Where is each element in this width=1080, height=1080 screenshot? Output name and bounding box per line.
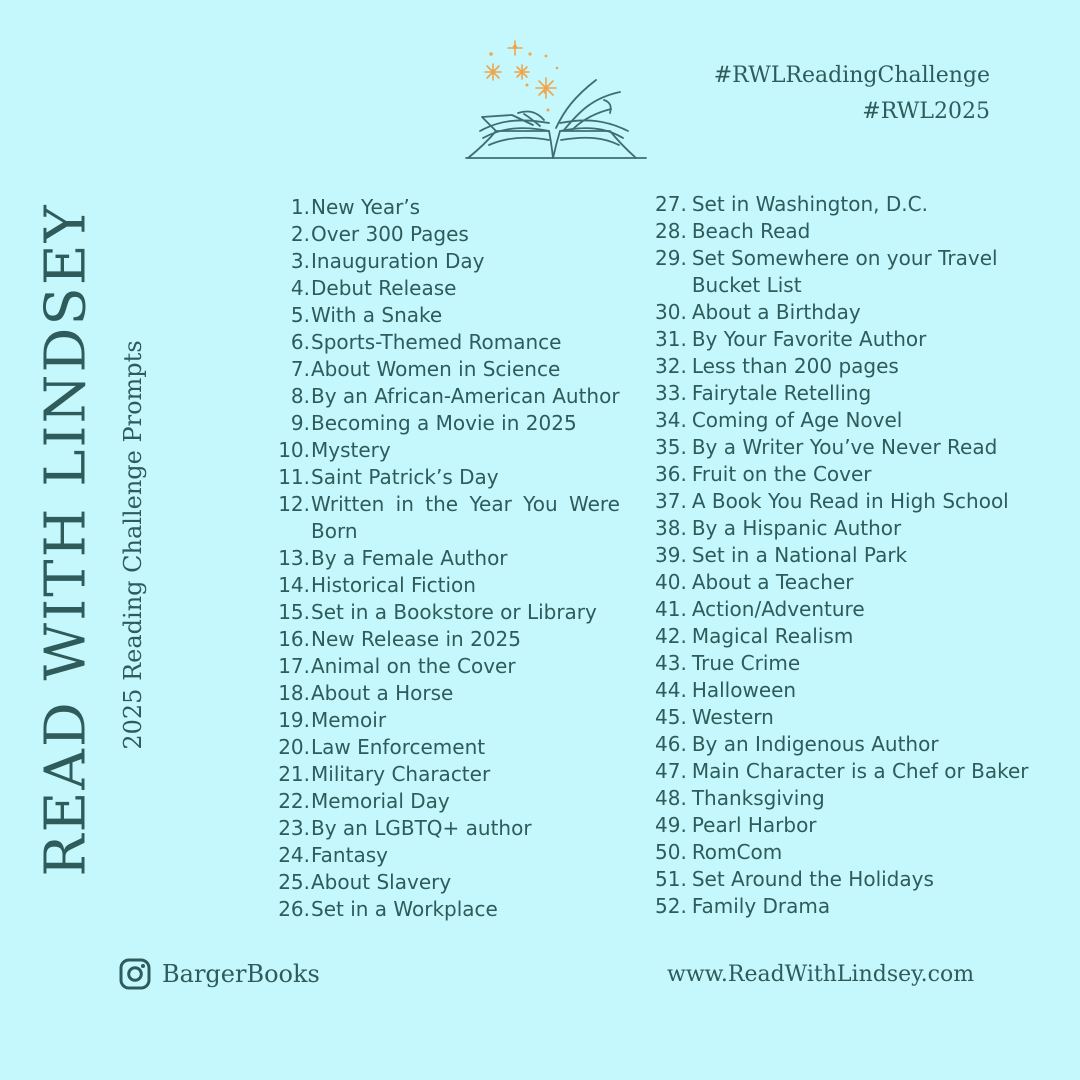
prompt-number: 3. [290,249,310,273]
prompt-label: By an African-American Author [311,384,620,408]
prompt-label: Halloween [691,678,797,702]
prompt-number: 22. [278,789,310,813]
prompt-number: 18. [278,681,310,705]
list-item [270,842,620,869]
list-item [270,680,620,707]
prompt-label: New Release in 2025 [311,627,521,651]
prompt-number: 15. [278,600,310,624]
prompt-number: 12. [278,492,310,516]
prompt-number: 41. [655,597,687,621]
prompt-number: 8. [290,384,310,408]
prompt-label: About Slavery [311,870,452,894]
prompt-number: 48. [655,786,687,810]
prompt-label: Becoming a Movie in 2025 [311,411,577,435]
prompt-number: 19. [278,708,310,732]
prompt-number: 46. [655,732,687,756]
prompt-number: 4. [290,276,310,300]
list-item [655,434,1065,461]
list-item [270,410,620,437]
prompt-number: 33. [655,381,687,405]
prompt-number: 44. [655,678,687,702]
prompt-number: 11. [278,465,310,489]
prompt-label: About a Birthday [691,300,861,324]
list-item [270,383,620,410]
prompt-label: Family Drama [691,894,831,918]
list-item [270,491,620,545]
prompt-label: By Your Favorite Author [691,327,927,351]
list-item [655,650,1065,677]
prompt-label: With a Snake [311,303,443,327]
list-item [655,353,1065,380]
prompt-number: 32. [655,354,687,378]
prompt-number: 25. [278,870,310,894]
prompt-label: Debut Release [311,276,457,300]
prompt-list-left [270,194,620,923]
list-item [270,653,620,680]
list-item [270,815,620,842]
prompt-label: By an LGBTQ+ author [311,816,532,840]
prompt-label: Action/Adventure [691,597,865,621]
prompt-number: 21. [278,762,310,786]
prompt-number: 10. [278,438,310,462]
list-item [655,893,1065,920]
list-item [270,302,620,329]
prompt-number: 37. [655,489,687,513]
prompt-number: 1. [290,195,310,219]
list-item [270,275,620,302]
prompt-label: Written in the Year You Were Born [311,492,620,543]
prompt-label: Pearl Harbor [691,813,817,837]
list-item [270,761,620,788]
prompt-label: Fairytale Retelling [691,381,872,405]
list-item [655,596,1065,623]
list-item [655,245,1065,299]
prompt-number: 45. [655,705,687,729]
prompt-label: RomCom [691,840,783,864]
instagram-icon [118,957,152,991]
prompt-label: Saint Patrick’s Day [311,465,499,489]
list-item [270,869,620,896]
prompt-label: Set Around the Holidays [691,867,934,891]
list-item [270,464,620,491]
prompt-label: Set in a Bookstore or Library [311,600,597,624]
list-item [655,623,1065,650]
prompt-number: 52. [655,894,687,918]
prompt-label: Law Enforcement [311,735,486,759]
list-item [270,437,620,464]
list-item [270,734,620,761]
prompt-label: By a Female Author [311,546,508,570]
list-item [655,461,1065,488]
prompt-number: 20. [278,735,310,759]
prompt-number: 30. [655,300,687,324]
prompt-label: Set in Washington, D.C. [691,192,928,216]
hashtag-secondary: #RWL2025 [862,99,990,124]
list-item [655,812,1065,839]
list-item [270,329,620,356]
website-link[interactable]: www.ReadWithLindsey.com [667,962,975,987]
prompt-number: 39. [655,543,687,567]
prompt-number: 24. [278,843,310,867]
prompt-number: 50. [655,840,687,864]
prompt-label: Military Character [311,762,491,786]
prompt-number: 17. [278,654,310,678]
prompt-number: 36. [655,462,687,486]
list-item [270,248,620,275]
list-item [655,218,1065,245]
prompt-number: 31. [655,327,687,351]
prompt-label: A Book You Read in High School [691,489,1009,513]
prompt-label: By a Writer You’ve Never Read [691,435,998,459]
prompt-number: 2. [290,222,310,246]
list-item [270,707,620,734]
prompt-label: Main Character is a Chef or Baker [691,759,1029,783]
prompt-label: Set in a National Park [691,543,908,567]
prompt-number: 6. [290,330,310,354]
prompt-number: 49. [655,813,687,837]
prompt-number: 28. [655,219,687,243]
prompt-number: 35. [655,435,687,459]
prompt-number: 16. [278,627,310,651]
prompt-number: 14. [278,573,310,597]
prompt-label: Over 300 Pages [311,222,469,246]
prompt-number: 27. [655,192,687,216]
prompt-label: About Women in Science [311,357,561,381]
prompt-number: 26. [278,897,310,921]
list-item [270,221,620,248]
brand-title: READ WITH LINDSEY [33,203,99,877]
list-item [655,839,1065,866]
prompt-label: Inauguration Day [311,249,485,273]
list-item [270,599,620,626]
prompt-label: New Year’s [311,195,421,219]
list-item [655,488,1065,515]
prompt-label: Thanksgiving [691,786,825,810]
prompt-label: Animal on the Cover [311,654,516,678]
prompt-number: 23. [278,816,310,840]
prompt-label: Coming of Age Novel [691,408,903,432]
list-item [655,704,1065,731]
prompt-label: Sports-Themed Romance [311,330,562,354]
prompt-label: Set Somewhere on your Travel Bucket List [691,246,998,297]
list-item [655,542,1065,569]
hashtags-group [714,58,990,130]
prompt-label: Fantasy [311,843,388,867]
prompt-number: 47. [655,759,687,783]
instagram-handle: BargerBooks [162,960,320,988]
prompt-label: Historical Fiction [311,573,476,597]
prompt-number: 40. [655,570,687,594]
prompt-number: 7. [290,357,310,381]
prompt-label: True Crime [691,651,801,675]
prompt-label: About a Teacher [691,570,854,594]
list-item [270,545,620,572]
prompt-label: About a Horse [311,681,454,705]
prompt-number: 42. [655,624,687,648]
list-item [270,572,620,599]
prompt-number: 9. [290,411,310,435]
prompt-label: Beach Read [691,219,811,243]
prompt-number: 29. [655,246,687,270]
prompt-list-right [655,191,1065,920]
list-item [655,515,1065,542]
prompt-number: 51. [655,867,687,891]
prompt-label: Memoir [311,708,387,732]
prompt-label: Less than 200 pages [691,354,899,378]
list-item [655,866,1065,893]
prompt-label: Set in a Workplace [311,897,498,921]
prompt-number: 43. [655,651,687,675]
list-item [655,569,1065,596]
prompt-label: Memorial Day [311,789,450,813]
list-item [655,380,1065,407]
list-item [655,785,1065,812]
list-item [655,731,1065,758]
prompt-label: Magical Realism [691,624,854,648]
hashtag-primary: #RWLReadingChallenge [713,63,990,88]
book-sparkle-icon [460,36,652,164]
list-item [270,626,620,653]
list-item [270,356,620,383]
prompt-number: 38. [655,516,687,540]
list-item [655,407,1065,434]
list-item [655,677,1065,704]
prompt-number: 13. [278,546,310,570]
list-item [270,194,620,221]
challenge-subtitle: 2025 Reading Challenge Prompts [119,340,147,750]
prompt-label: By a Hispanic Author [691,516,902,540]
prompt-label: Fruit on the Cover [691,462,872,486]
prompt-label: By an Indigenous Author [691,732,939,756]
list-item [655,299,1065,326]
prompt-number: 34. [655,408,687,432]
list-item [655,191,1065,218]
prompt-number: 5. [290,303,310,327]
list-item [655,326,1065,353]
prompt-label: Mystery [311,438,391,462]
list-item [270,896,620,923]
list-item [270,788,620,815]
prompt-label: Western [691,705,774,729]
list-item [655,758,1065,785]
instagram-handle-group[interactable] [118,957,320,991]
